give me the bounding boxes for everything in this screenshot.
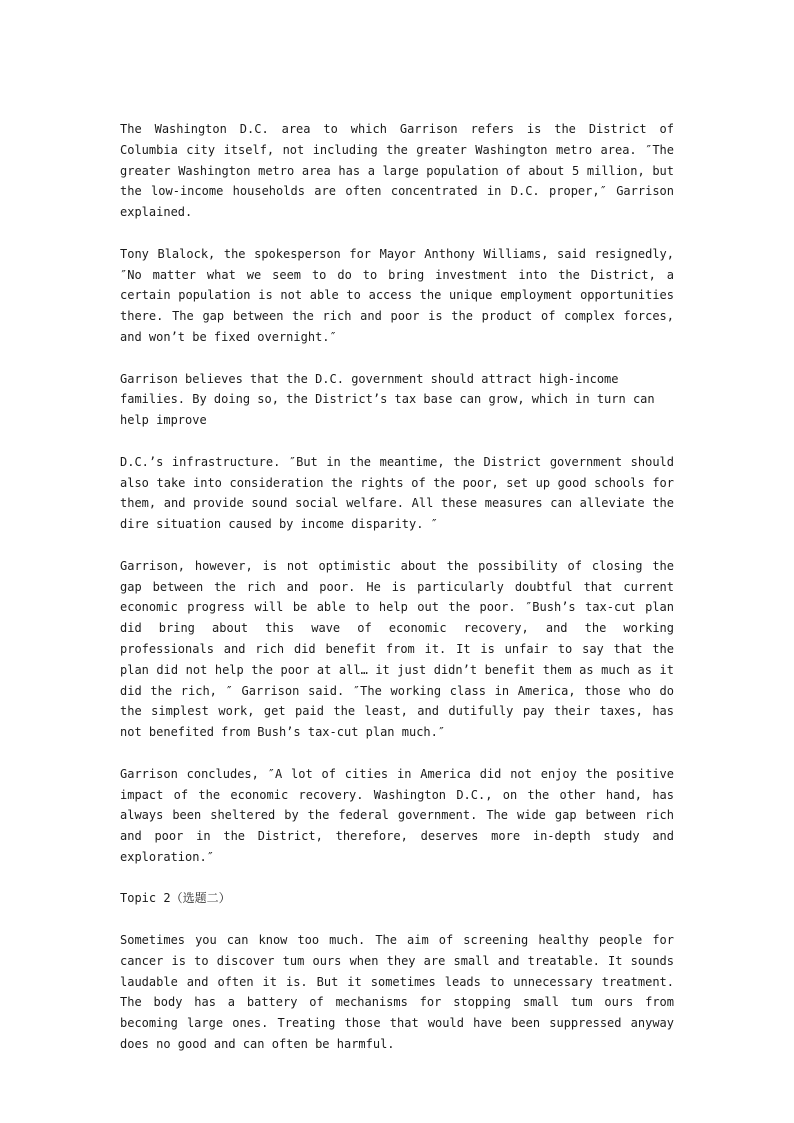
- paragraph-cancer-screening: Sometimes you can know too much. The aim of screening healthy people for cancer is to discover tum ours when they are small and treatable. It sounds laudable and often it is. But it sometimes leads to unnecessary treatment. The body has a battery of mechanisms for stopping small tum ours from becoming large ones. Treating those that would have been suppressed anyway does no good and can often be harmful.: [120, 933, 674, 1052]
- paragraph-blalock-quote: Tony Blalock, the spokesperson for Mayor Anthony Williams, said resignedly, ″No matter what we seem to do to bring investment into the District, a certain population is not able to access the unique employment opportunities there. The gap between the rich and poor is the product of complex forces, and won’t be fixed overnight.″: [120, 246, 674, 344]
- paragraph-garrison-concludes: Garrison concludes, ″A lot of cities in America did not enjoy the positive impact of the economic recovery. Washington D.C., on the other hand, has always been sheltered by the federal government. The wide gap between rich and poor in the District, therefore, deserves more in-depth study and exploration.″: [120, 766, 674, 864]
- document-page: [120, 119, 674, 1076]
- topic-heading: Topic 2（选题二）: [120, 891, 231, 906]
- paragraph-garrison-doubtful: Garrison, however, is not optimistic about the possibility of closing the gap between the rich and poor. He is particularly doubtful that current economic progress will be able to help out the poor. ″Bush’s tax-cut plan did bring about this wave of economic recovery, and the working professionals and rich did benefit from it. It is unfair to say that the plan did not help the poor at all… it just didn’t benefit them as much as it did the rich, ″ Garrison said. ″The working class in America, those who do the simplest work, get paid the least, and dutifully pay their taxes, has not benefited from Bush’s tax-cut plan much.″: [120, 558, 674, 740]
- paragraph-washington-area: The Washington D.C. area to which Garrison refers is the District of Columbia city itself, not including the greater Washington metro area. ″The greater Washington metro area has a large population of about 5 million, but the low-income households are often concentrated in D.C. proper,″ Garrison explained.: [120, 122, 674, 220]
- paragraph-infrastructure: D.C.’s infrastructure. ″But in the meantime, the District government should also take into consideration the rights of the poor, set up good schools for them, and provide sound social welfare. All these measures can alleviate the dire situation caused by income disparity. ″: [120, 454, 674, 532]
- paragraph-tax-base: Garrison believes that the D.C. government should attract high-income families. By doing so, the District’s tax base can grow, which in turn can help improve: [120, 371, 655, 428]
